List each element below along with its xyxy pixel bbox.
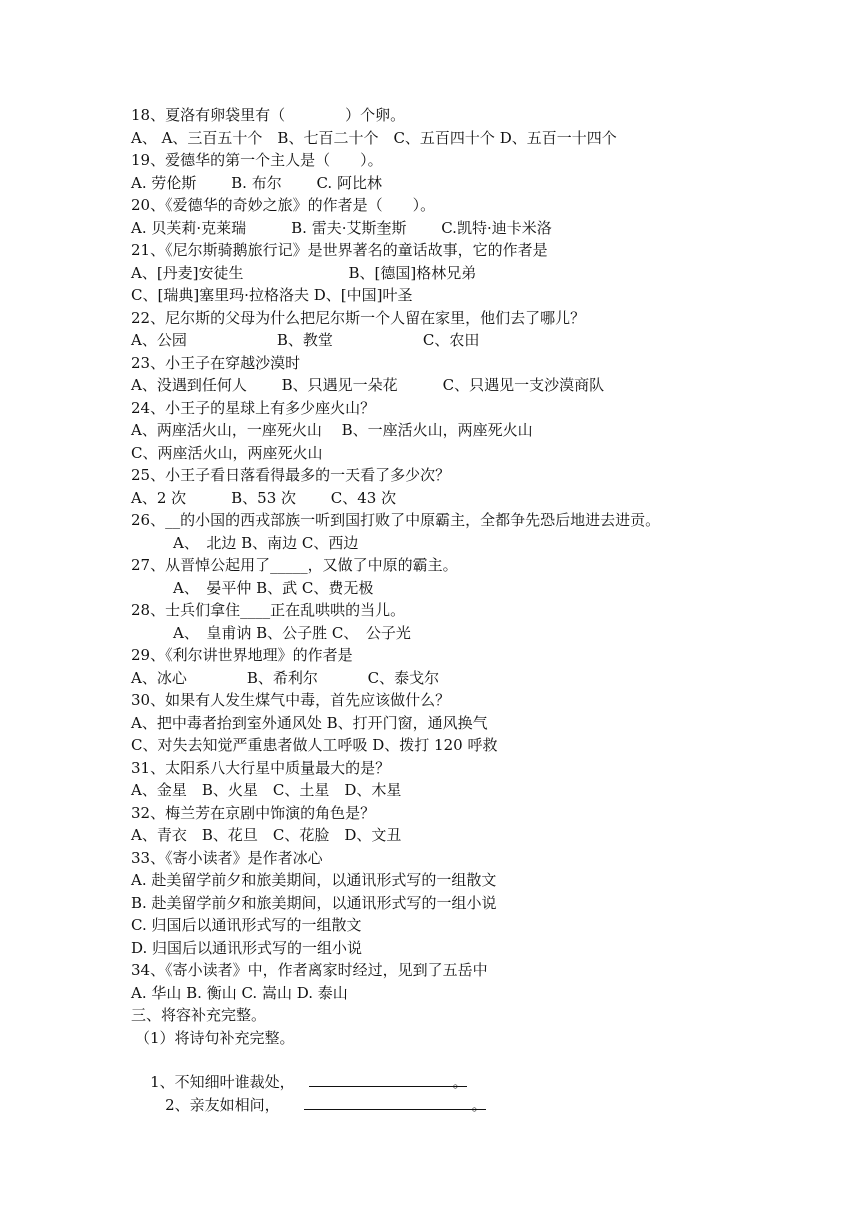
question-30-options-cd: C、对失去知觉严重患者做人工呼吸 D、拨打 120 呼救 <box>131 736 498 754</box>
question-21: 21、《尼尔斯骑鹅旅行记》是世界著名的童话故事，它的作者是 <box>131 241 548 259</box>
question-28-options: A、 皇甫讷 B、公子胜 C、 公子光 <box>173 624 411 642</box>
question-23-options: A、没遇到任何人 B、只遇见一朵花 C、只遇见一支沙漠商队 <box>131 376 605 394</box>
question-30-options-ab: A、把中毒者抬到室外通风处 B、打开门窗，通风换气 <box>131 714 488 732</box>
question-26: 26、__的小国的西戎部族一听到国打败了中原霸主，全都争先恐后地进去进贡。 <box>131 511 661 529</box>
answer-blank-1-end: 。 <box>452 1073 468 1091</box>
question-19: 19、爱德华的第一个主人是（ ）。 <box>131 151 383 169</box>
question-33-option-b: B. 赴美留学前夕和旅美期间，以通讯形式写的一组小说 <box>131 894 497 912</box>
answer-blank-2-end: 。 <box>471 1096 487 1114</box>
question-30: 30、如果有人发生煤气中毒，首先应该做什么？ <box>131 691 451 709</box>
question-22-options: A、公园 B、教堂 C、农田 <box>131 331 480 349</box>
question-20: 20、《爱德华的奇妙之旅》的作者是（ ）。 <box>131 196 436 214</box>
question-33: 33、《寄小读者》是作者冰心 <box>131 849 323 867</box>
question-25-options: A、2 次 B、53 次 C、43 次 <box>131 489 397 507</box>
poem-line-2 <box>146 1072 487 1114</box>
question-32-options: A、青衣 B、花旦 C、花脸 D、文丑 <box>131 826 402 844</box>
question-33-option-a: A. 赴美留学前夕和旅美期间，以通讯形式写的一组散文 <box>131 871 497 889</box>
section-heading: 三、将容补充完整。 <box>131 1006 267 1024</box>
question-18-options: A、 A、三百五十个 B、七百二十个 C、五百四十个 D、五百一十四个 <box>131 129 617 147</box>
question-33-option-d: D. 归国后以通讯形式写的一组小说 <box>131 939 363 957</box>
question-21-options-cd: C、[瑞典]塞里玛·拉格洛夫 D、[中国]叶圣 <box>131 286 413 304</box>
question-22: 22、尼尔斯的父母为什么把尼尔斯一个人留在家里，他们去了哪儿？ <box>131 309 586 327</box>
question-24: 24、小王子的星球上有多少座火山？ <box>131 399 376 417</box>
poem-line-1 <box>131 1049 468 1091</box>
poem-line-1-text: 1、不知细叶谁裁处， <box>150 1073 295 1091</box>
answer-blank-2 <box>304 1094 486 1110</box>
question-24-options-ab: A、两座活火山，一座死火山 B、一座活火山，两座死火山 <box>131 421 533 439</box>
question-21-options-ab: A、[丹麦]安徒生 B、[德国]格林兄弟 <box>131 264 477 282</box>
question-19-options: A. 劳伦斯 B. 布尔 C. 阿比林 <box>131 174 382 192</box>
question-23: 23、小王子在穿越沙漠时 <box>131 354 301 372</box>
subsection-heading: （1）将诗句补充完整。 <box>135 1029 295 1047</box>
question-27-options: A、 晏平仲 B、武 C、费无极 <box>173 579 374 597</box>
question-26-options: A、 北边 B、南边 C、西边 <box>173 534 359 552</box>
question-29: 29、《利尔讲世界地理》的作者是 <box>131 646 353 664</box>
question-20-options: A. 贝芙莉·克莱瑞 B. 雷夫·艾斯奎斯 C.凯特·迪卡米洛 <box>131 219 552 237</box>
poem-line-2-text: 2、亲友如相问， <box>165 1096 280 1114</box>
question-34-options: A. 华山 B. 衡山 C. 嵩山 D. 泰山 <box>131 984 348 1002</box>
question-24-options-c: C、两座活火山，两座死火山 <box>131 444 323 462</box>
question-32: 32、梅兰芳在京剧中饰演的角色是？ <box>131 804 376 822</box>
question-27: 27、从晋悼公起用了_____，又做了中原的霸主。 <box>131 556 458 574</box>
question-28: 28、士兵们拿住____正在乱哄哄的当儿。 <box>131 601 406 619</box>
question-31: 31、太阳系八大行星中质量最大的是？ <box>131 759 391 777</box>
question-25: 25、小王子看日落看得最多的一天看了多少次？ <box>131 466 451 484</box>
question-18: 18、夏洛有卵袋里有（ ）个卵。 <box>131 106 406 124</box>
question-31-options: A、金星 B、火星 C、土星 D、木星 <box>131 781 402 799</box>
question-33-option-c: C. 归国后以通讯形式写的一组散文 <box>131 916 362 934</box>
question-29-options: A、冰心 B、希利尔 C、泰戈尔 <box>131 669 440 687</box>
question-34: 34、《寄小读者》中，作者离家时经过，见到了五岳中 <box>131 961 488 979</box>
